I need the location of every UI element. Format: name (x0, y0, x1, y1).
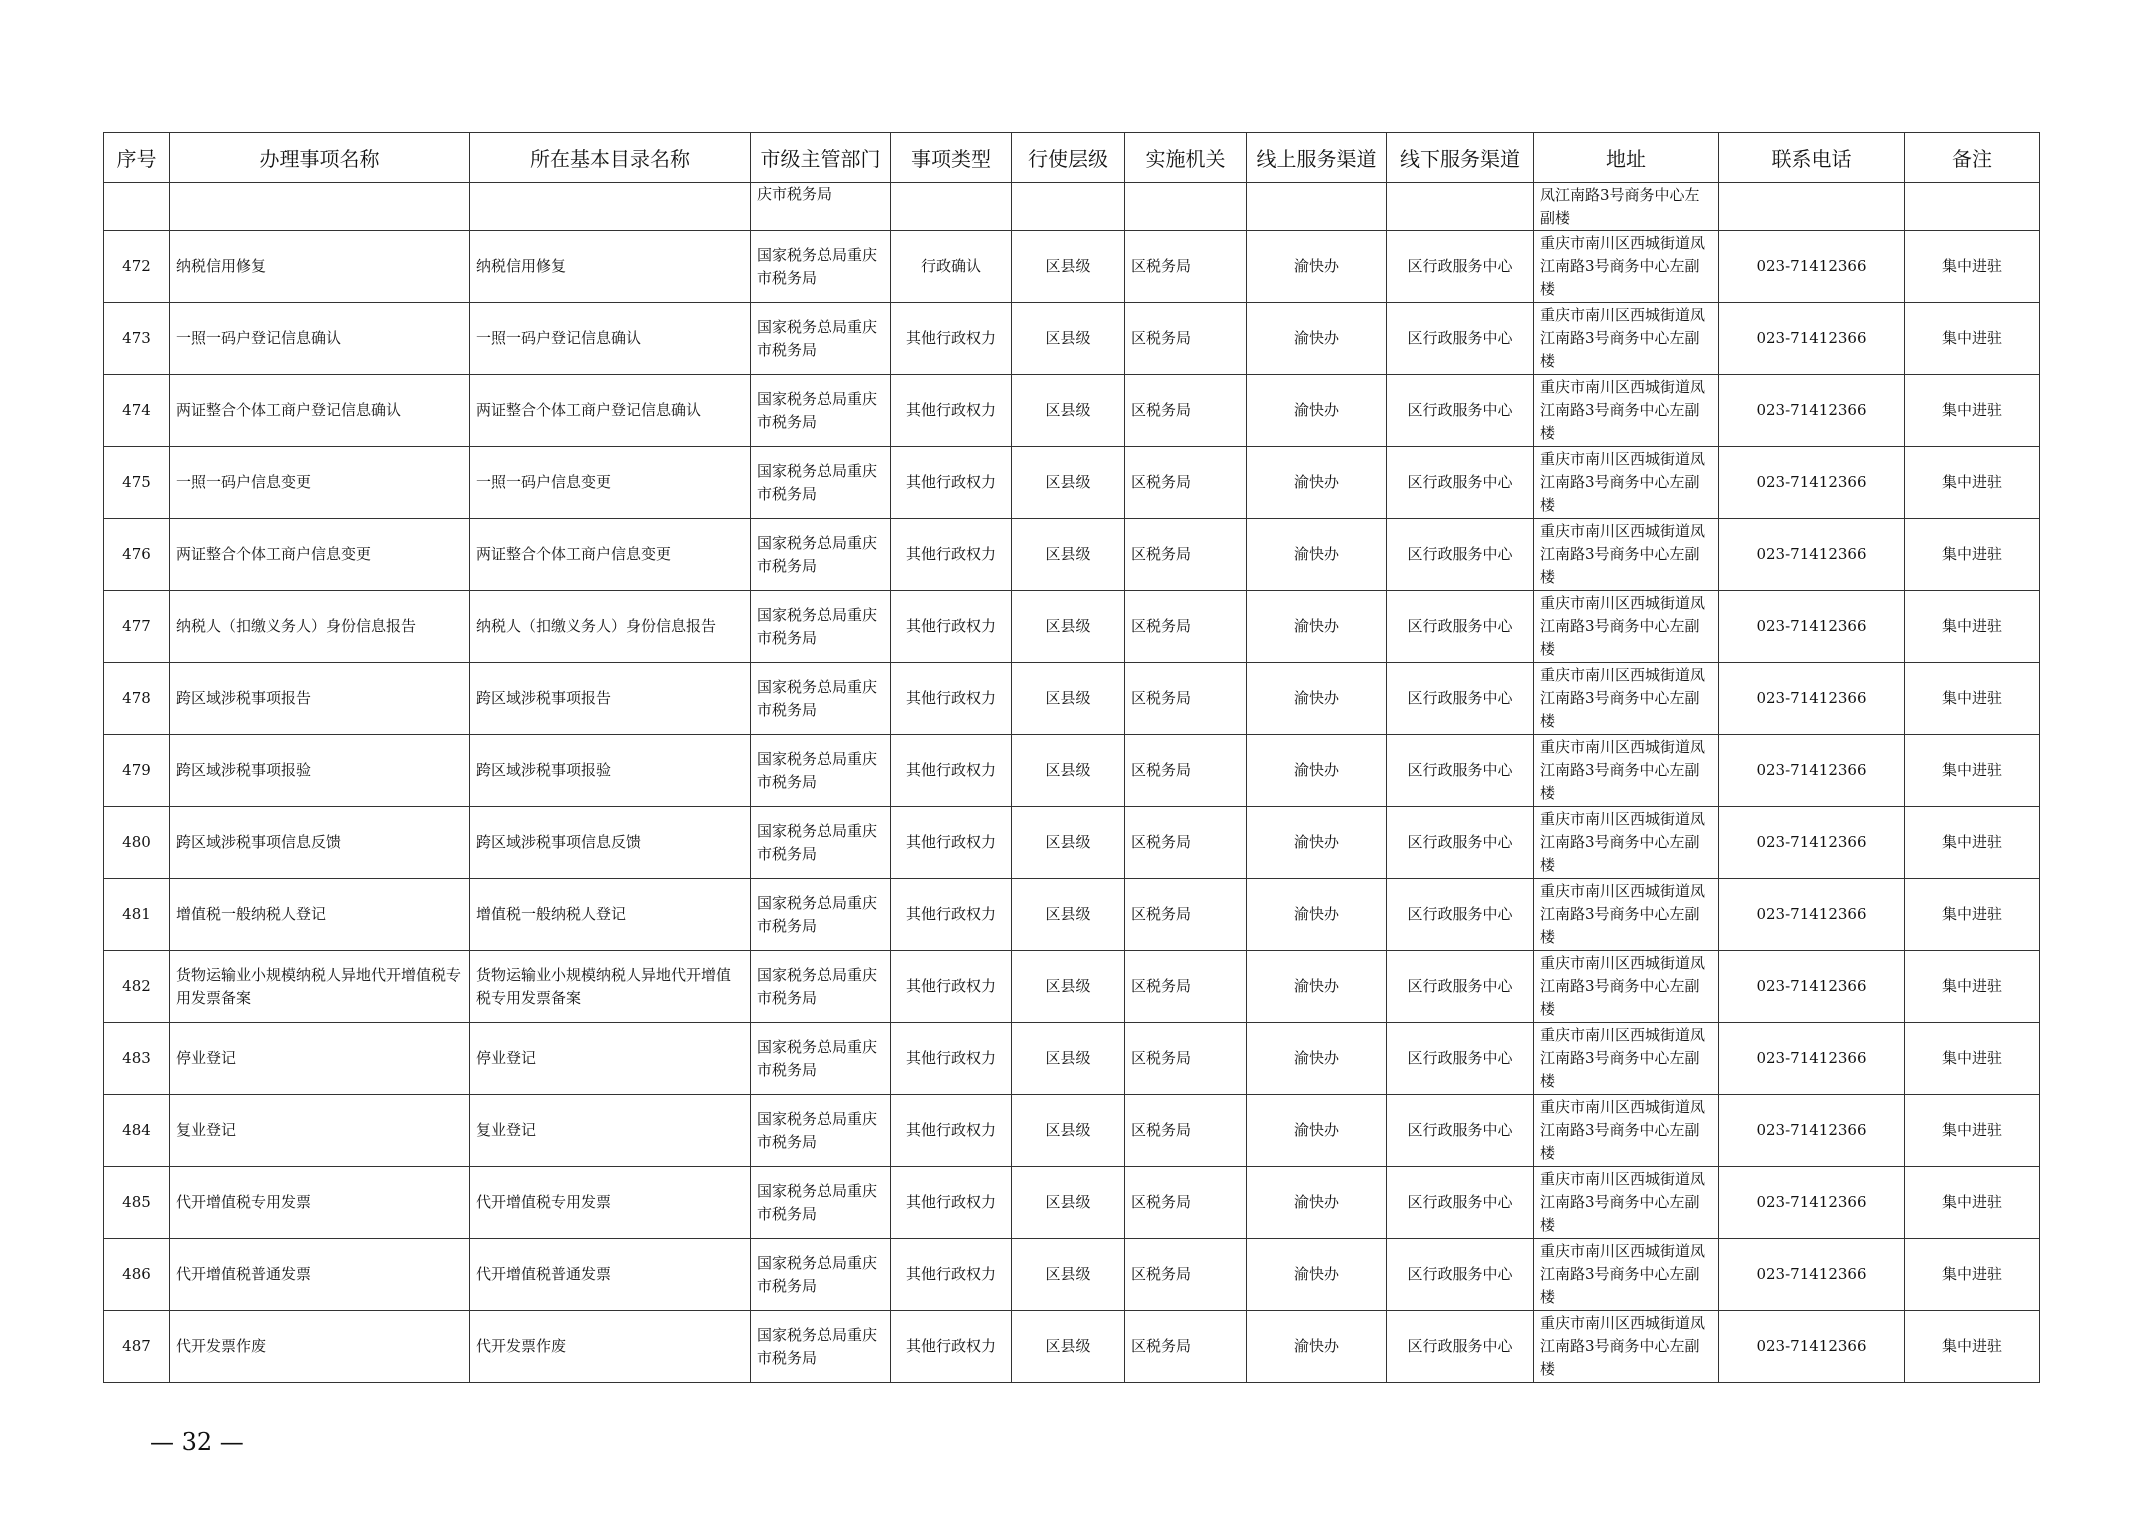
header-cell-phone: 联系电话 (1719, 133, 1905, 183)
cell-phone: 023-71412366 (1719, 303, 1905, 375)
cell-online: 渝快办 (1247, 951, 1387, 1023)
cell-agency: 区税务局 (1125, 1311, 1247, 1383)
cell-note: 集中进驻 (1905, 375, 2040, 447)
cell-type: 其他行政权力 (891, 519, 1012, 591)
cell-address: 重庆市南川区西城街道凤江南路3号商务中心左副楼 (1534, 1095, 1719, 1167)
cell-note: 集中进驻 (1905, 447, 2040, 519)
cell-type: 其他行政权力 (891, 1023, 1012, 1095)
table-row (104, 375, 2040, 447)
cell-phone: 023-71412366 (1719, 1167, 1905, 1239)
cell-no: 479 (104, 735, 170, 807)
cell-name: 代开增值税普通发票 (170, 1239, 470, 1311)
cell-name: 纳税人（扣缴义务人）身份信息报告 (170, 591, 470, 663)
cell-agency: 区税务局 (1125, 735, 1247, 807)
cell-name: 两证整合个体工商户信息变更 (170, 519, 470, 591)
cell-dept: 国家税务总局重庆市税务局 (751, 1239, 891, 1311)
cell-catalog: 货物运输业小规模纳税人异地代开增值税专用发票备案 (470, 951, 751, 1023)
cell-address: 重庆市南川区西城街道凤江南路3号商务中心左副楼 (1534, 375, 1719, 447)
cell-address: 重庆市南川区西城街道凤江南路3号商务中心左副楼 (1534, 447, 1719, 519)
cell-phone: 023-71412366 (1719, 591, 1905, 663)
cell-address: 重庆市南川区西城街道凤江南路3号商务中心左副楼 (1534, 1167, 1719, 1239)
cell-offline: 区行政服务中心 (1387, 447, 1534, 519)
cell-note: 集中进驻 (1905, 1167, 2040, 1239)
header-cell-dept: 市级主管部门 (751, 133, 891, 183)
cell-no: 473 (104, 303, 170, 375)
table-row (104, 807, 2040, 879)
cell-note: 集中进驻 (1905, 951, 2040, 1023)
cell-no: 485 (104, 1167, 170, 1239)
cell-catalog: 停业登记 (470, 1023, 751, 1095)
cell-type: 其他行政权力 (891, 591, 1012, 663)
cell-dept: 国家税务总局重庆市税务局 (751, 1023, 891, 1095)
table-row (104, 447, 2040, 519)
cell-offline: 区行政服务中心 (1387, 1167, 1534, 1239)
cell-type: 其他行政权力 (891, 375, 1012, 447)
cell-name: 跨区域涉税事项信息反馈 (170, 807, 470, 879)
cell-offline: 区行政服务中心 (1387, 375, 1534, 447)
table-row (104, 303, 2040, 375)
cell-offline: 区行政服务中心 (1387, 735, 1534, 807)
cell-phone: 023-71412366 (1719, 231, 1905, 303)
cell-catalog: 代开发票作废 (470, 1311, 751, 1383)
cell-dept: 国家税务总局重庆市税务局 (751, 303, 891, 375)
cell-online: 渝快办 (1247, 375, 1387, 447)
cell-note: 集中进驻 (1905, 231, 2040, 303)
page-number: — 32 — (150, 1428, 244, 1456)
cell-phone: 023-71412366 (1719, 519, 1905, 591)
cell-note: 集中进驻 (1905, 807, 2040, 879)
cell-catalog: 跨区域涉税事项信息反馈 (470, 807, 751, 879)
cell-level: 区县级 (1012, 591, 1125, 663)
cell-no: 478 (104, 663, 170, 735)
cell-address: 重庆市南川区西城街道凤江南路3号商务中心左副楼 (1534, 663, 1719, 735)
cell-name: 增值税一般纳税人登记 (170, 879, 470, 951)
cell-phone: 023-71412366 (1719, 375, 1905, 447)
cell-phone: 023-71412366 (1719, 735, 1905, 807)
cell-offline: 区行政服务中心 (1387, 1311, 1534, 1383)
cell-dept: 国家税务总局重庆市税务局 (751, 519, 891, 591)
header-cell-address: 地址 (1534, 133, 1719, 183)
cell-no: 486 (104, 1239, 170, 1311)
cell-no: 482 (104, 951, 170, 1023)
cell-offline: 区行政服务中心 (1387, 1239, 1534, 1311)
continuation-address: 凤江南路3号商务中心左副楼 (1534, 183, 1719, 231)
cell-offline: 区行政服务中心 (1387, 663, 1534, 735)
cell-no: 474 (104, 375, 170, 447)
cell-name: 纳税信用修复 (170, 231, 470, 303)
cell-level: 区县级 (1012, 303, 1125, 375)
cell-note: 集中进驻 (1905, 879, 2040, 951)
cell-note: 集中进驻 (1905, 1023, 2040, 1095)
cell-dept: 国家税务总局重庆市税务局 (751, 1095, 891, 1167)
cell-level: 区县级 (1012, 1311, 1125, 1383)
cell-level: 区县级 (1012, 807, 1125, 879)
cell-agency: 区税务局 (1125, 303, 1247, 375)
cell-no: 481 (104, 879, 170, 951)
cell-catalog: 增值税一般纳税人登记 (470, 879, 751, 951)
cell-level: 区县级 (1012, 231, 1125, 303)
header-cell-note: 备注 (1905, 133, 2040, 183)
table-row (104, 1167, 2040, 1239)
cell-catalog: 一照一码户信息变更 (470, 447, 751, 519)
cell-no: 477 (104, 591, 170, 663)
cell-dept: 国家税务总局重庆市税务局 (751, 1167, 891, 1239)
cell-phone: 023-71412366 (1719, 1239, 1905, 1311)
cell-online: 渝快办 (1247, 519, 1387, 591)
cell-note: 集中进驻 (1905, 591, 2040, 663)
cell-dept: 国家税务总局重庆市税务局 (751, 663, 891, 735)
cell-catalog: 跨区域涉税事项报验 (470, 735, 751, 807)
cell-phone: 023-71412366 (1719, 447, 1905, 519)
cell-type: 其他行政权力 (891, 1239, 1012, 1311)
cell-name: 两证整合个体工商户登记信息确认 (170, 375, 470, 447)
cell-address: 重庆市南川区西城街道凤江南路3号商务中心左副楼 (1534, 1023, 1719, 1095)
cell-dept: 国家税务总局重庆市税务局 (751, 879, 891, 951)
cell-agency: 区税务局 (1125, 375, 1247, 447)
cell-no: 476 (104, 519, 170, 591)
cell-agency: 区税务局 (1125, 1239, 1247, 1311)
table-row (104, 591, 2040, 663)
cell-type: 其他行政权力 (891, 447, 1012, 519)
cell-note: 集中进驻 (1905, 663, 2040, 735)
cell-offline: 区行政服务中心 (1387, 1095, 1534, 1167)
cell-address: 重庆市南川区西城街道凤江南路3号商务中心左副楼 (1534, 591, 1719, 663)
cell-dept: 国家税务总局重庆市税务局 (751, 807, 891, 879)
cell-name: 代开增值税专用发票 (170, 1167, 470, 1239)
cell-address: 重庆市南川区西城街道凤江南路3号商务中心左副楼 (1534, 519, 1719, 591)
cell-dept: 国家税务总局重庆市税务局 (751, 591, 891, 663)
cell-note: 集中进驻 (1905, 735, 2040, 807)
cell-type: 其他行政权力 (891, 1311, 1012, 1383)
header-cell-online: 线上服务渠道 (1247, 133, 1387, 183)
cell-level: 区县级 (1012, 735, 1125, 807)
cell-phone: 023-71412366 (1719, 1023, 1905, 1095)
cell-phone: 023-71412366 (1719, 663, 1905, 735)
table-row (104, 1239, 2040, 1311)
cell-dept: 国家税务总局重庆市税务局 (751, 375, 891, 447)
cell-address: 重庆市南川区西城街道凤江南路3号商务中心左副楼 (1534, 1311, 1719, 1383)
cell-online: 渝快办 (1247, 591, 1387, 663)
cell-note: 集中进驻 (1905, 303, 2040, 375)
cell-offline: 区行政服务中心 (1387, 519, 1534, 591)
cell-type: 其他行政权力 (891, 1167, 1012, 1239)
cell-offline: 区行政服务中心 (1387, 879, 1534, 951)
table-row (104, 1023, 2040, 1095)
cell-level: 区县级 (1012, 1167, 1125, 1239)
cell-offline: 区行政服务中心 (1387, 231, 1534, 303)
cell-agency: 区税务局 (1125, 231, 1247, 303)
cell-catalog: 一照一码户登记信息确认 (470, 303, 751, 375)
cell-agency: 区税务局 (1125, 1095, 1247, 1167)
cell-agency: 区税务局 (1125, 591, 1247, 663)
table-row (104, 951, 2040, 1023)
cell-agency: 区税务局 (1125, 879, 1247, 951)
header-cell-level: 行使层级 (1012, 133, 1125, 183)
cell-address: 重庆市南川区西城街道凤江南路3号商务中心左副楼 (1534, 231, 1719, 303)
cell-phone: 023-71412366 (1719, 807, 1905, 879)
header-row (104, 133, 2040, 183)
cell-address: 重庆市南川区西城街道凤江南路3号商务中心左副楼 (1534, 735, 1719, 807)
cell-phone: 023-71412366 (1719, 1311, 1905, 1383)
cell-type: 其他行政权力 (891, 735, 1012, 807)
cell-online: 渝快办 (1247, 807, 1387, 879)
header-cell-catalog: 所在基本目录名称 (470, 133, 751, 183)
cell-online: 渝快办 (1247, 1023, 1387, 1095)
cell-dept: 国家税务总局重庆市税务局 (751, 735, 891, 807)
cell-phone: 023-71412366 (1719, 951, 1905, 1023)
cell-dept: 国家税务总局重庆市税务局 (751, 951, 891, 1023)
cell-online: 渝快办 (1247, 1239, 1387, 1311)
cell-catalog: 复业登记 (470, 1095, 751, 1167)
header-cell-no: 序号 (104, 133, 170, 183)
cell-catalog: 纳税人（扣缴义务人）身份信息报告 (470, 591, 751, 663)
cell-online: 渝快办 (1247, 231, 1387, 303)
cell-name: 代开发票作废 (170, 1311, 470, 1383)
header-cell-offline: 线下服务渠道 (1387, 133, 1534, 183)
cell-address: 重庆市南川区西城街道凤江南路3号商务中心左副楼 (1534, 879, 1719, 951)
cell-no: 475 (104, 447, 170, 519)
cell-note: 集中进驻 (1905, 1095, 2040, 1167)
cell-online: 渝快办 (1247, 1095, 1387, 1167)
cell-dept: 国家税务总局重庆市税务局 (751, 1311, 891, 1383)
cell-type: 其他行政权力 (891, 879, 1012, 951)
cell-no: 472 (104, 231, 170, 303)
cell-level: 区县级 (1012, 447, 1125, 519)
cell-phone: 023-71412366 (1719, 879, 1905, 951)
cell-dept: 国家税务总局重庆市税务局 (751, 231, 891, 303)
cell-type: 其他行政权力 (891, 807, 1012, 879)
table-row (104, 231, 2040, 303)
cell-level: 区县级 (1012, 375, 1125, 447)
cell-type: 其他行政权力 (891, 1095, 1012, 1167)
cell-type: 其他行政权力 (891, 303, 1012, 375)
cell-address: 重庆市南川区西城街道凤江南路3号商务中心左副楼 (1534, 951, 1719, 1023)
table-row (104, 1095, 2040, 1167)
cell-name: 货物运输业小规模纳税人异地代开增值税专用发票备案 (170, 951, 470, 1023)
cell-catalog: 两证整合个体工商户登记信息确认 (470, 375, 751, 447)
cell-agency: 区税务局 (1125, 663, 1247, 735)
table-row (104, 1311, 2040, 1383)
cell-type: 行政确认 (891, 231, 1012, 303)
cell-no: 480 (104, 807, 170, 879)
cell-type: 其他行政权力 (891, 663, 1012, 735)
header-cell-name: 办理事项名称 (170, 133, 470, 183)
cell-agency: 区税务局 (1125, 951, 1247, 1023)
cell-address: 重庆市南川区西城街道凤江南路3号商务中心左副楼 (1534, 1239, 1719, 1311)
cell-no: 484 (104, 1095, 170, 1167)
cell-online: 渝快办 (1247, 1311, 1387, 1383)
cell-catalog: 两证整合个体工商户信息变更 (470, 519, 751, 591)
cell-address: 重庆市南川区西城街道凤江南路3号商务中心左副楼 (1534, 807, 1719, 879)
cell-level: 区县级 (1012, 879, 1125, 951)
cell-agency: 区税务局 (1125, 447, 1247, 519)
cell-offline: 区行政服务中心 (1387, 591, 1534, 663)
cell-name: 一照一码户信息变更 (170, 447, 470, 519)
cell-level: 区县级 (1012, 1095, 1125, 1167)
cell-offline: 区行政服务中心 (1387, 951, 1534, 1023)
cell-level: 区县级 (1012, 1023, 1125, 1095)
cell-level: 区县级 (1012, 1239, 1125, 1311)
table-row (104, 879, 2040, 951)
cell-agency: 区税务局 (1125, 1023, 1247, 1095)
cell-type: 其他行政权力 (891, 951, 1012, 1023)
cell-catalog: 跨区域涉税事项报告 (470, 663, 751, 735)
cell-offline: 区行政服务中心 (1387, 1023, 1534, 1095)
cell-name: 跨区域涉税事项报告 (170, 663, 470, 735)
header-cell-type: 事项类型 (891, 133, 1012, 183)
service-items-table (103, 132, 2040, 1383)
cell-online: 渝快办 (1247, 879, 1387, 951)
cell-level: 区县级 (1012, 951, 1125, 1023)
table-row (104, 735, 2040, 807)
cell-address: 重庆市南川区西城街道凤江南路3号商务中心左副楼 (1534, 303, 1719, 375)
continuation-row (104, 183, 2040, 231)
table-row (104, 663, 2040, 735)
cell-name: 一照一码户登记信息确认 (170, 303, 470, 375)
header-cell-agency: 实施机关 (1125, 133, 1247, 183)
cell-agency: 区税务局 (1125, 1167, 1247, 1239)
cell-catalog: 代开增值税专用发票 (470, 1167, 751, 1239)
cell-catalog: 代开增值税普通发票 (470, 1239, 751, 1311)
continuation-dept: 庆市税务局 (751, 183, 891, 231)
table-row (104, 519, 2040, 591)
cell-dept: 国家税务总局重庆市税务局 (751, 447, 891, 519)
cell-online: 渝快办 (1247, 663, 1387, 735)
cell-catalog: 纳税信用修复 (470, 231, 751, 303)
cell-online: 渝快办 (1247, 735, 1387, 807)
cell-note: 集中进驻 (1905, 1239, 2040, 1311)
cell-note: 集中进驻 (1905, 1311, 2040, 1383)
cell-online: 渝快办 (1247, 1167, 1387, 1239)
cell-agency: 区税务局 (1125, 519, 1247, 591)
cell-name: 跨区域涉税事项报验 (170, 735, 470, 807)
cell-online: 渝快办 (1247, 447, 1387, 519)
cell-offline: 区行政服务中心 (1387, 303, 1534, 375)
cell-no: 487 (104, 1311, 170, 1383)
cell-note: 集中进驻 (1905, 519, 2040, 591)
cell-agency: 区税务局 (1125, 807, 1247, 879)
cell-name: 复业登记 (170, 1095, 470, 1167)
cell-phone: 023-71412366 (1719, 1095, 1905, 1167)
cell-name: 停业登记 (170, 1023, 470, 1095)
cell-online: 渝快办 (1247, 303, 1387, 375)
cell-no: 483 (104, 1023, 170, 1095)
cell-offline: 区行政服务中心 (1387, 807, 1534, 879)
cell-level: 区县级 (1012, 663, 1125, 735)
cell-level: 区县级 (1012, 519, 1125, 591)
